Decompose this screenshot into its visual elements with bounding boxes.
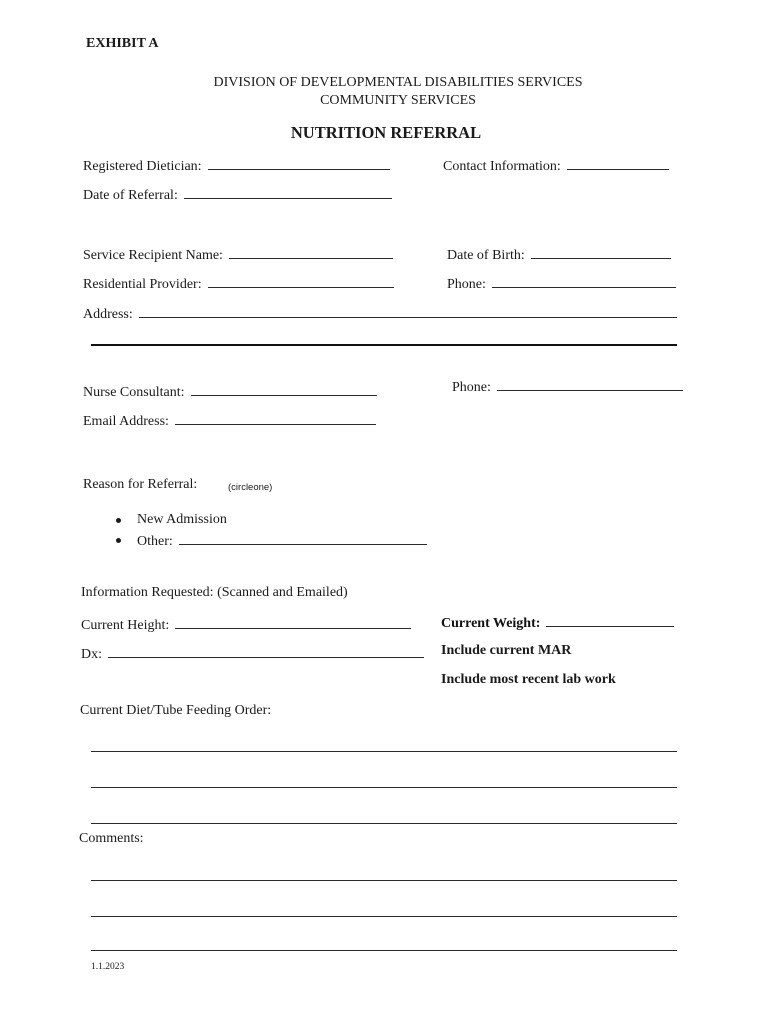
- current-height-label: Current Height:: [81, 618, 170, 633]
- date-of-referral-blank[interactable]: [184, 186, 392, 199]
- include-lab-note: Include most recent lab work: [441, 672, 616, 687]
- exhibit-label: EXHIBIT A: [86, 36, 159, 51]
- comments-line[interactable]: [91, 880, 677, 881]
- provider-phone-label: Phone:: [447, 277, 486, 292]
- contact-information-field[interactable]: [443, 157, 669, 175]
- dx-field[interactable]: [81, 645, 424, 663]
- registered-dietician-label: Registered Dietician:: [83, 159, 202, 174]
- diet-line[interactable]: [91, 751, 677, 752]
- current-weight-blank[interactable]: [546, 614, 674, 627]
- dx-label: Dx:: [81, 647, 102, 662]
- nurse-phone-field[interactable]: [452, 378, 683, 396]
- provider-phone-blank[interactable]: [492, 275, 676, 288]
- comments-line[interactable]: [91, 916, 677, 917]
- bullet-icon: [116, 518, 121, 523]
- include-mar-note: Include current MAR: [441, 643, 572, 658]
- comments-label: Comments:: [79, 831, 144, 846]
- current-weight-label: Current Weight:: [441, 616, 541, 631]
- registered-dietician-blank[interactable]: [208, 157, 390, 170]
- community-heading: COMMUNITY SERVICES: [320, 93, 476, 108]
- nurse-phone-label: Phone:: [452, 380, 491, 395]
- email-address-field[interactable]: [83, 412, 376, 430]
- address-label: Address:: [83, 307, 133, 322]
- residential-provider-field[interactable]: [83, 275, 394, 293]
- nurse-consultant-label: Nurse Consultant:: [83, 385, 185, 400]
- nurse-consultant-blank[interactable]: [191, 383, 377, 396]
- section-divider: [91, 344, 677, 346]
- diet-line[interactable]: [91, 823, 677, 824]
- contact-information-label: Contact Information:: [443, 159, 561, 174]
- residential-provider-label: Residential Provider:: [83, 277, 202, 292]
- service-recipient-label: Service Recipient Name:: [83, 248, 223, 263]
- provider-phone-field[interactable]: [447, 275, 676, 293]
- current-weight-field[interactable]: [441, 614, 674, 632]
- service-recipient-field[interactable]: [83, 246, 393, 264]
- registered-dietician-field[interactable]: [83, 157, 390, 175]
- division-heading: DIVISION OF DEVELOPMENTAL DISABILITIES SERVICES: [213, 75, 583, 90]
- information-requested-label: Information Requested: (Scanned and Emailed): [81, 585, 348, 600]
- current-diet-label: Current Diet/Tube Feeding Order:: [80, 703, 272, 718]
- date-of-birth-field[interactable]: [447, 246, 671, 264]
- diet-line[interactable]: [91, 787, 677, 788]
- reason-for-referral-label: Reason for Referral:: [83, 477, 198, 492]
- email-address-label: Email Address:: [83, 414, 169, 429]
- footer-date: 1.1.2023: [91, 962, 125, 972]
- date-of-birth-label: Date of Birth:: [447, 248, 525, 263]
- residential-provider-blank[interactable]: [208, 275, 394, 288]
- address-blank[interactable]: [139, 305, 677, 318]
- circle-one-hint: (circleone): [228, 482, 273, 493]
- nurse-phone-blank[interactable]: [497, 378, 683, 391]
- address-field[interactable]: [83, 305, 677, 323]
- email-address-blank[interactable]: [175, 412, 376, 425]
- contact-information-blank[interactable]: [567, 157, 669, 170]
- dx-blank[interactable]: [108, 645, 424, 658]
- current-height-field[interactable]: [81, 616, 411, 634]
- comments-line[interactable]: [91, 950, 677, 951]
- option-new-admission[interactable]: New Admission: [137, 512, 227, 527]
- nurse-consultant-field[interactable]: [83, 383, 377, 401]
- date-of-referral-label: Date of Referral:: [83, 188, 178, 203]
- date-of-birth-blank[interactable]: [531, 246, 671, 259]
- option-other-label: Other:: [137, 534, 173, 549]
- bullet-icon: [116, 538, 121, 543]
- option-other[interactable]: [137, 532, 427, 550]
- option-other-blank[interactable]: [179, 532, 427, 545]
- current-height-blank[interactable]: [175, 616, 411, 629]
- service-recipient-blank[interactable]: [229, 246, 393, 259]
- date-of-referral-field[interactable]: [83, 186, 392, 204]
- form-title: NUTRITION REFERRAL: [290, 123, 482, 142]
